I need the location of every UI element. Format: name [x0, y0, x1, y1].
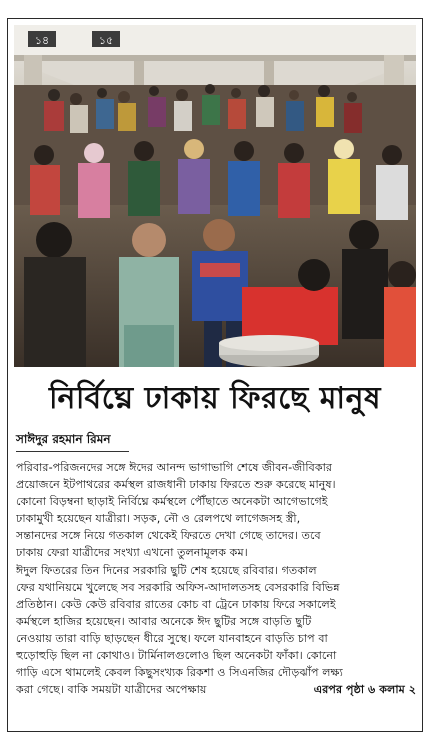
byline-underline [16, 451, 129, 452]
byline: সাঈদুর রহমান রিমন [16, 432, 111, 446]
body-line: প্রতিষ্ঠান। কেউ কেউ রবিবার রাতের কোচ বা ট্রেনে ঢাকায় ফিরে সকালেই [16, 597, 336, 611]
body-line: প্রয়োজনে ইটপাথরের কর্মস্থল রাজধানী ঢাকায় ফিরতে শুরু করেছে মানুষ। [16, 478, 336, 492]
body-line: হুড়োহুড়ি ছিল না কোথাও। টার্মিনালগুলোও ছিল অনেকটা ফাঁকা। কোনো [16, 649, 337, 663]
body-line: কর্মস্থলে হাজির হয়েছেন। আবার অনেকে ঈদ ছুটির সঙ্গে বাড়তি ছুটি [16, 614, 312, 628]
continuation-link[interactable]: এরপর পৃষ্ঠা ৬ কলাম ২ [313, 683, 416, 697]
news-clipping [7, 18, 423, 732]
article-body [16, 459, 416, 698]
body-line: কোনো বিড়ম্বনা ছাড়াই নির্বিঘ্নে কর্মস্থলে পৌঁছাতে অনেকটা আগেভাগেই [16, 495, 328, 509]
headline: নির্বিঘ্নে ঢাকায় ফিরছে মানুষ [48, 381, 382, 416]
body-line: ঈদুল ফিতরের তিন দিনের সরকারি ছুটি শেষ হয়েছে রবিবার। গতকাল [16, 563, 317, 577]
platform-sign-14: ১৪ [34, 34, 50, 47]
body-line: নেওয়ায় তারা বাড়ি ছাড়ছেন ধীরে সুস্থে। ফলে যানবাহনে বাড়তি চাপ বা [16, 631, 328, 645]
body-line-last [16, 681, 416, 698]
body-line: ঢাকামুখী হয়েছেন যাত্রীরা। সড়ক, নৌ ও রেলপথে লাগেজসহ স্ত্রী, [16, 512, 301, 526]
body-line: গাড়ি এসে থামলেই কেবল কিছুসংখ্যক রিকশা ও সিএনজির দৌড়ঝাঁপ লক্ষ্য [16, 666, 343, 680]
body-line: পরিবার-পরিজনদের সঙ্গে ঈদের আনন্দ ভাগাভাগি শেষে জীবন-জীবিকার [16, 461, 333, 474]
body-line: ঢাকায় ফেরা যাত্রীদের সংখ্যা এখনো তুলনামূলক কম। [16, 546, 248, 560]
body-line-text: করা গেছে। বাকি সময়টা যাত্রীদের অপেক্ষায় [16, 683, 207, 697]
body-line: সন্তানদের সঙ্গে নিয়ে গতকাল থেকেই ফিরতে দেখা গেছে তাদের। তবে [16, 529, 321, 543]
body-line: ফের যথানিয়মে খুলেছে সব সরকারি অফিস-আদালতসহ বেসরকারি বিভিন্ন [16, 580, 340, 594]
station-crowd-photo [14, 25, 416, 367]
platform-sign-15: ১৫ [98, 34, 114, 47]
